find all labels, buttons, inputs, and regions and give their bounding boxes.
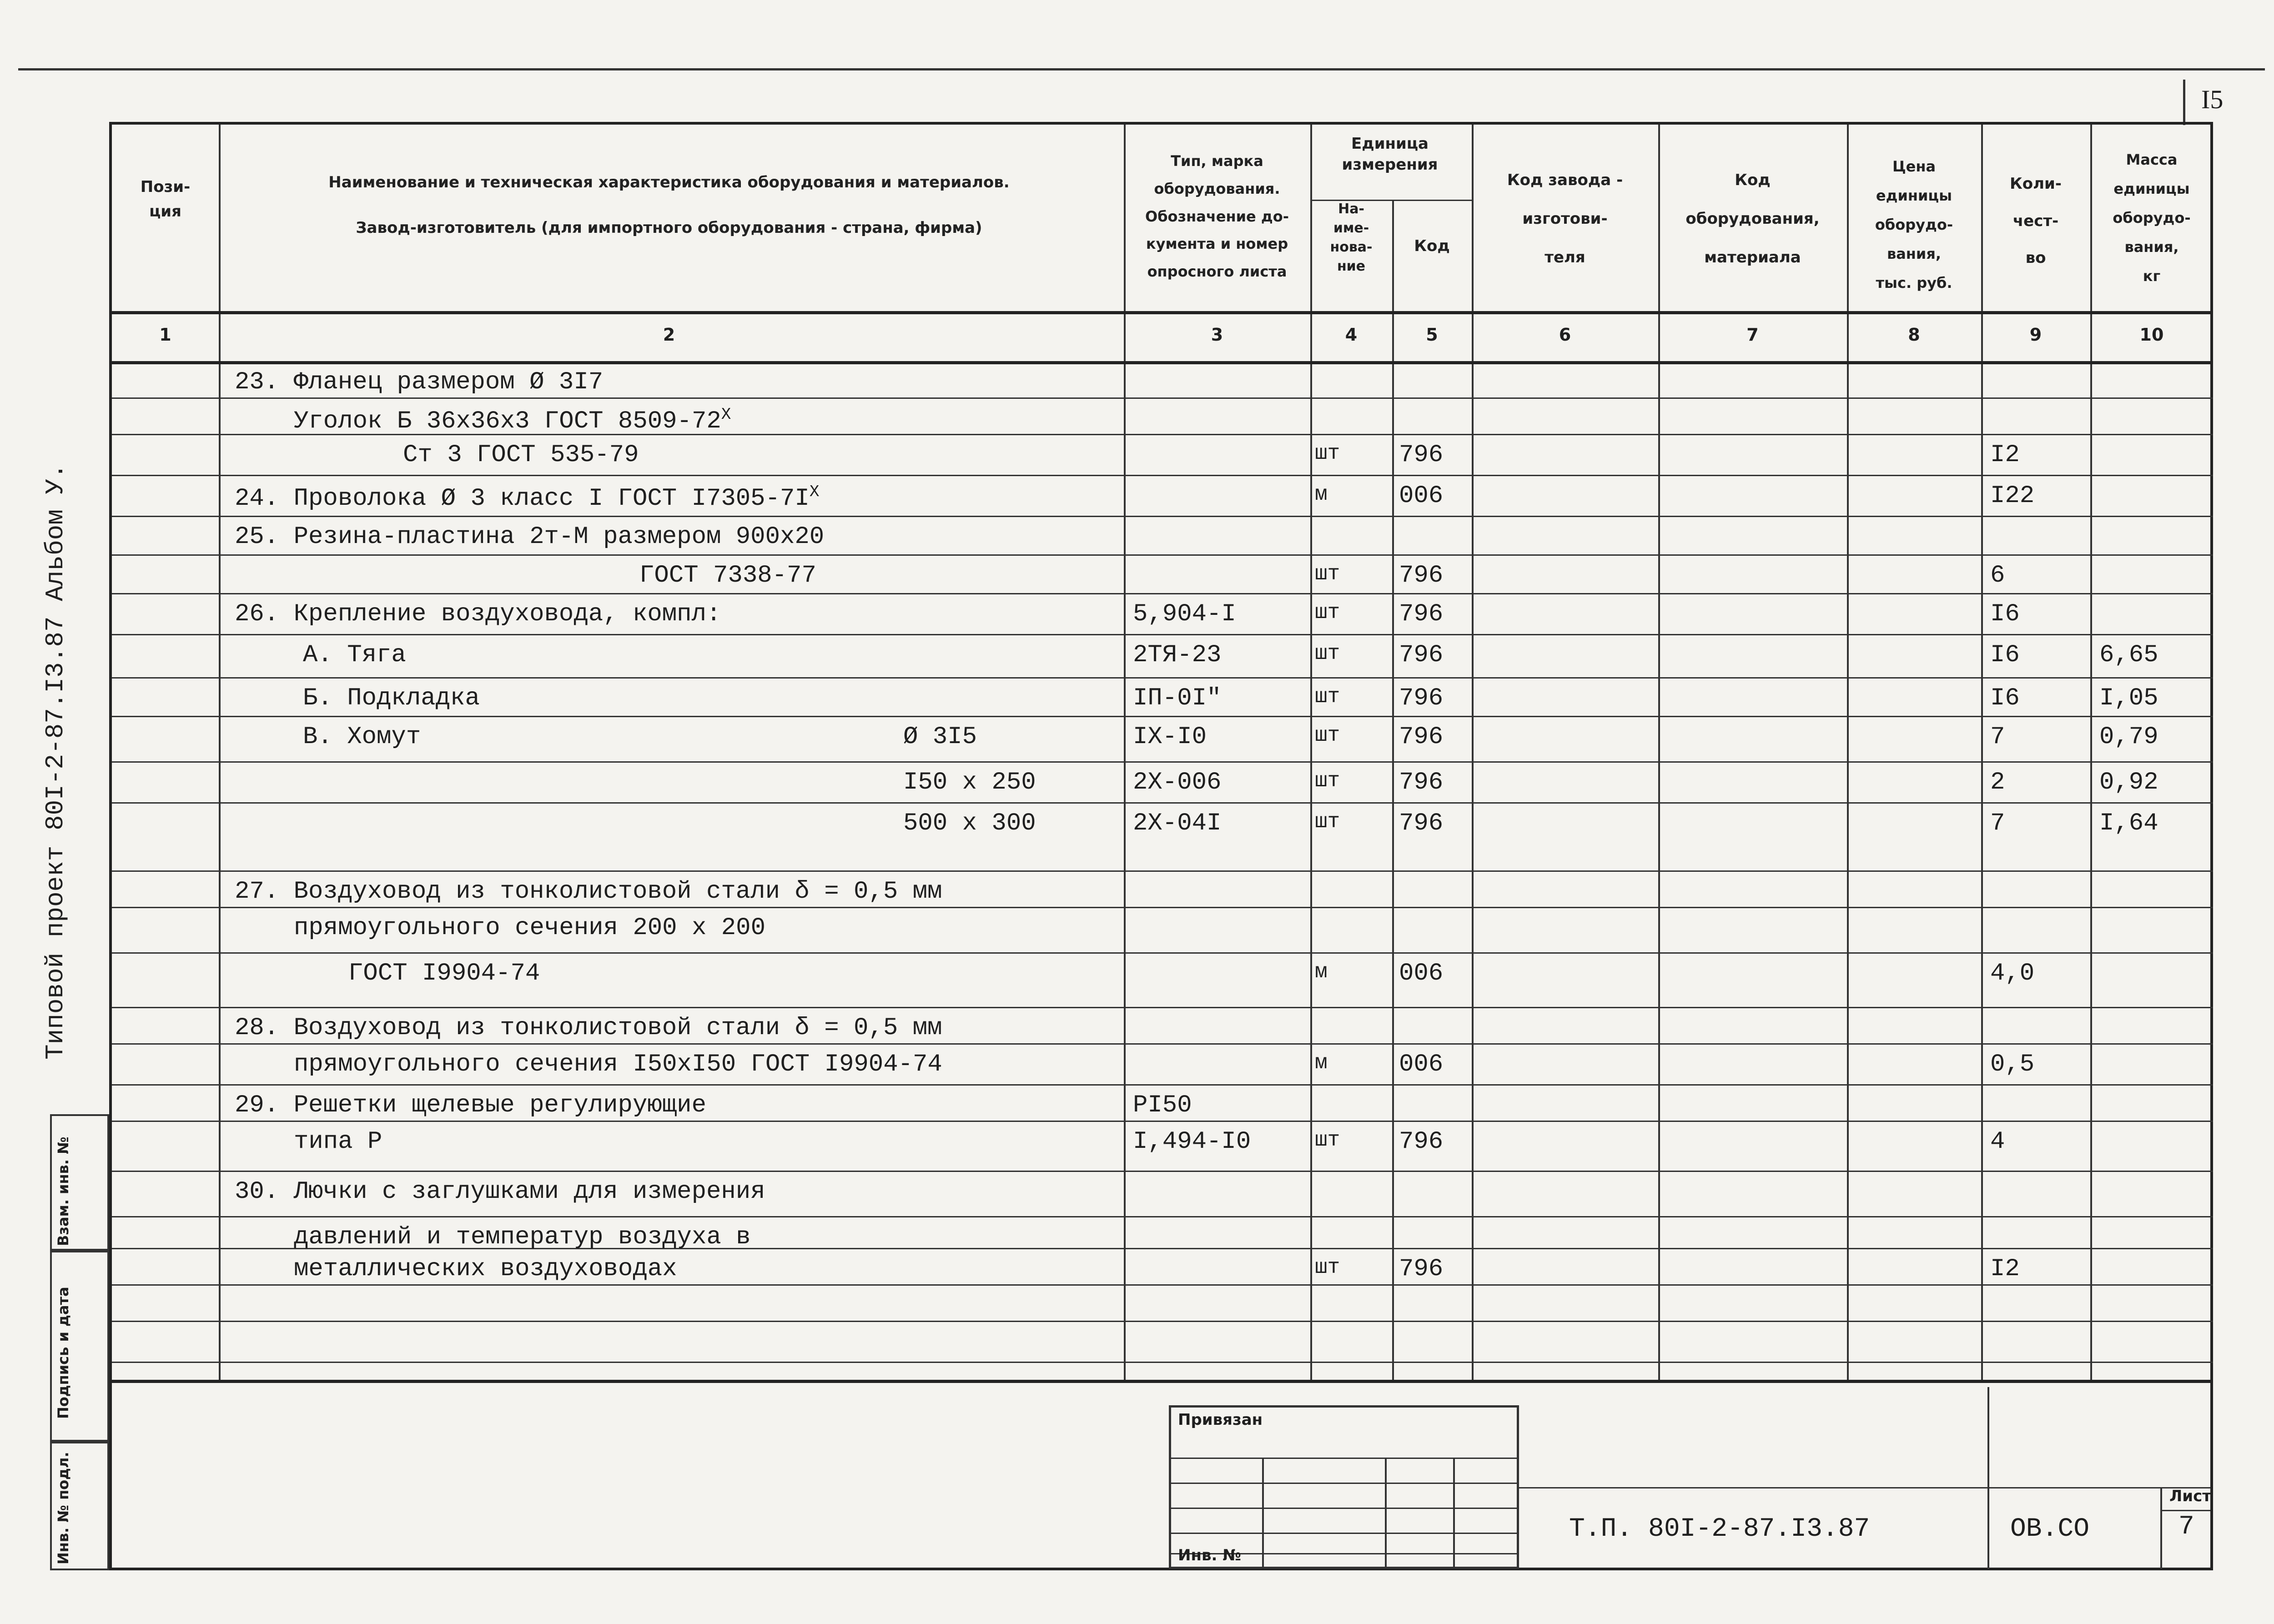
col-number-3: 3 <box>1211 325 1223 345</box>
header-mass: Масса единицы оборудо- вания, кг <box>2113 151 2191 285</box>
row-unit-code: 796 <box>1399 562 1444 589</box>
row-mass: I,05 <box>2099 684 2158 712</box>
row-unit-code: 796 <box>1399 1128 1444 1156</box>
binding-stamp-table <box>1169 1405 1519 1569</box>
header-price: Цена единицы оборудо- вания, тыс. руб. <box>1875 158 1953 292</box>
row-size: Ø 3I5 <box>903 723 977 751</box>
row-mass: 0,79 <box>2099 723 2158 751</box>
grid-row-line <box>112 870 2213 872</box>
col-number-6: 6 <box>1559 325 1571 345</box>
grid-row-line <box>112 1362 2213 1363</box>
sheet-label: Лист <box>2169 1487 2211 1505</box>
row-unit-code: 006 <box>1399 960 1444 987</box>
row-name: 23. Фланец размером Ø 3I7 <box>235 368 604 396</box>
row-name: 30. Лючки с заглушками для измерения <box>235 1178 765 1206</box>
sidebox-label-replacement: Взам. инв. № <box>55 1136 72 1246</box>
grid-row-line <box>112 677 2213 679</box>
row-quantity: I2 <box>1990 1255 2020 1283</box>
row-type: 2Х-006 <box>1133 769 1222 796</box>
grid-row-line <box>112 634 2213 635</box>
col-number-5: 5 <box>1426 325 1438 345</box>
grid-row-line <box>112 554 2213 556</box>
header-unit-name: На- име- нова- ние <box>1330 201 1373 274</box>
header-unit-code: Код <box>1414 237 1450 255</box>
grid-row-line <box>112 761 2213 763</box>
header-unit-group: Единица измерения <box>1342 135 1438 174</box>
grid-row-line <box>112 907 2213 908</box>
grid-row-line <box>112 593 2213 594</box>
row-name: металлических воздуховодах <box>294 1255 677 1283</box>
col-number-2: 2 <box>663 325 675 345</box>
row-quantity: I6 <box>1990 641 2020 669</box>
grid-row-line <box>112 475 2213 476</box>
row-name: 26. Крепление воздуховода, компл: <box>235 600 721 628</box>
row-unit-code: 796 <box>1399 1255 1444 1283</box>
row-name: ГОСТ I9904-74 <box>348 960 540 987</box>
row-unit: шт <box>1315 685 1340 709</box>
sheet-number: 7 <box>2178 1512 2194 1542</box>
row-unit-code: 006 <box>1399 482 1444 510</box>
row-type: I,494-I0 <box>1133 1128 1251 1156</box>
row-unit-code: 006 <box>1399 1051 1444 1078</box>
grid-row-line <box>112 1007 2213 1008</box>
row-quantity: I22 <box>1990 482 2035 510</box>
row-size: 500 х 300 <box>903 809 1036 837</box>
row-type: 2Х-04I <box>1133 809 1222 837</box>
row-name: 29. Решетки щелевые регулирующие <box>235 1091 706 1119</box>
grid-row-line <box>112 1284 2213 1286</box>
header-type: Тип, марка оборудования. Обозначение до- кумента и номер опросного листа <box>1145 152 1289 281</box>
row-name: 28. Воздуховод из тонколистовой стали δ = 0,5 мм <box>235 1014 942 1042</box>
row-name: Ст 3 ГОСТ 535-79 <box>403 441 639 469</box>
row-type: IП-0I" <box>1133 684 1222 712</box>
col-number-9: 9 <box>2029 325 2042 345</box>
header-name-line1: Наименование и техническая характеристика оборудования и материалов. <box>328 173 1010 191</box>
col-number-4: 4 <box>1345 325 1358 345</box>
col-number-1: 1 <box>159 325 171 345</box>
row-unit: шт <box>1315 642 1340 665</box>
row-type: РI50 <box>1133 1091 1192 1119</box>
header-factory-code: Код завода - изготови- теля <box>1507 171 1623 266</box>
row-name: типа Р <box>294 1128 382 1156</box>
row-name-superscript: Х <box>721 405 731 424</box>
row-quantity: 7 <box>1990 809 2005 837</box>
row-name: прямоугольного сечения 200 х 200 <box>294 914 765 942</box>
row-name-superscript: Х <box>809 483 820 501</box>
grid-row-line <box>112 716 2213 717</box>
row-mass: 6,65 <box>2099 641 2158 669</box>
row-name: 27. Воздуховод из тонколистовой стали δ = 0,5 мм <box>235 878 942 905</box>
row-unit: шт <box>1315 724 1340 747</box>
title-block-divider-1 <box>1987 1387 1989 1569</box>
row-unit: м <box>1315 483 1328 506</box>
row-name: прямоугольного сечения I50хI50 ГОСТ I9904-74 <box>294 1051 942 1078</box>
row-name: В. Хомут <box>303 723 421 751</box>
row-unit: шт <box>1315 1128 1340 1152</box>
document-code: Т.П. 80I-2-87.I3.87 <box>1569 1514 1870 1544</box>
row-mass: I,64 <box>2099 809 2158 837</box>
row-unit: шт <box>1315 1256 1340 1279</box>
row-quantity: 7 <box>1990 723 2005 751</box>
grid-row-line <box>112 802 2213 804</box>
col-number-10: 10 <box>2139 325 2164 345</box>
row-unit: шт <box>1315 601 1340 624</box>
grid-row-line <box>112 516 2213 517</box>
row-unit: м <box>1315 1051 1328 1075</box>
grid-row-line <box>112 311 2213 314</box>
row-unit-code: 796 <box>1399 441 1444 469</box>
grid-row-line <box>112 952 2213 954</box>
row-quantity: I6 <box>1990 600 2020 628</box>
title-block-top-line <box>1519 1487 2210 1488</box>
header-quantity: Коли- чест- во <box>2010 175 2062 267</box>
row-quantity: 4 <box>1990 1128 2005 1156</box>
binding-stamp-label: Привязан <box>1178 1411 1263 1429</box>
row-unit: шт <box>1315 442 1340 465</box>
row-unit: шт <box>1315 810 1340 834</box>
inventory-number-label: Инв. № <box>1178 1546 1242 1564</box>
row-unit: м <box>1315 960 1328 984</box>
row-name: 25. Резина-пластина 2т-М размером 900х20 <box>235 523 825 551</box>
header-equipment-code: Код оборудования, материала <box>1685 171 1820 266</box>
row-name: Уголок Б 36х36х3 ГОСТ $8509-72^Х$ <box>294 405 731 435</box>
row-name: Б. Подкладка <box>303 684 480 712</box>
grid-row-line <box>112 1121 2213 1122</box>
row-type: IХ-I0 <box>1133 723 1207 751</box>
row-quantity: 4,0 <box>1990 960 2035 987</box>
row-unit-code: 796 <box>1399 723 1444 751</box>
grid-row-line <box>112 1084 2213 1086</box>
sheet-label-line <box>2160 1510 2210 1511</box>
spec-table-frame <box>109 122 2213 1570</box>
grid-row-line <box>112 1171 2213 1172</box>
header-name-line2: Завод-изготовитель (для импортного оборудования - страна, фирма) <box>356 219 982 237</box>
row-unit-code: 796 <box>1399 809 1444 837</box>
row-unit-code: 796 <box>1399 684 1444 712</box>
grid-row-line <box>112 361 2213 364</box>
col-number-7: 7 <box>1746 325 1759 345</box>
row-unit: шт <box>1315 769 1340 793</box>
row-type: 2ТЯ-23 <box>1133 641 1222 669</box>
row-quantity: 6 <box>1990 562 2005 589</box>
row-name: 24. Проволока Ø 3 класс I ГОСТ $I7305-7I^Х$ <box>235 483 820 513</box>
row-quantity: I2 <box>1990 441 2020 469</box>
title-block-divider-2 <box>2160 1487 2162 1569</box>
row-unit-code: 796 <box>1399 600 1444 628</box>
project-title-vertical: Типовой проект 80I-2-87.I3.87 Альбом У. <box>41 463 70 1060</box>
row-type: 5,904-I <box>1133 600 1236 628</box>
row-name: А. Тяга <box>303 641 406 669</box>
row-unit-code: 796 <box>1399 641 1444 669</box>
row-size: I50 х 250 <box>903 769 1036 796</box>
sheet-corner-divider <box>2183 80 2185 125</box>
sidebox-label-signature: Подпись и дата <box>55 1287 72 1419</box>
top-rule <box>18 68 2265 70</box>
document-suffix: ОВ.СО <box>2010 1514 2090 1544</box>
row-mass: 0,92 <box>2099 769 2158 796</box>
row-unit-code: 796 <box>1399 769 1444 796</box>
grid-row-line <box>112 397 2213 399</box>
row-quantity: 0,5 <box>1990 1051 2035 1078</box>
row-quantity: I6 <box>1990 684 2020 712</box>
grid-row-line <box>112 1216 2213 1217</box>
row-quantity: 2 <box>1990 769 2005 796</box>
grid-row-line <box>112 1380 2213 1383</box>
col-number-8: 8 <box>1908 325 1920 345</box>
grid-col-line <box>1392 200 1394 1380</box>
sheet-corner-number: I5 <box>2201 85 2224 114</box>
row-unit: шт <box>1315 562 1340 586</box>
grid-row-line <box>112 1043 2213 1045</box>
sidebox-label-original: Инв. № подл. <box>55 1452 72 1564</box>
grid-row-line <box>112 1321 2213 1322</box>
row-name: ГОСТ 7338-77 <box>639 562 816 589</box>
header-position: Пози- ция <box>140 178 191 221</box>
row-name: давлений и температур воздуха в <box>294 1223 751 1251</box>
